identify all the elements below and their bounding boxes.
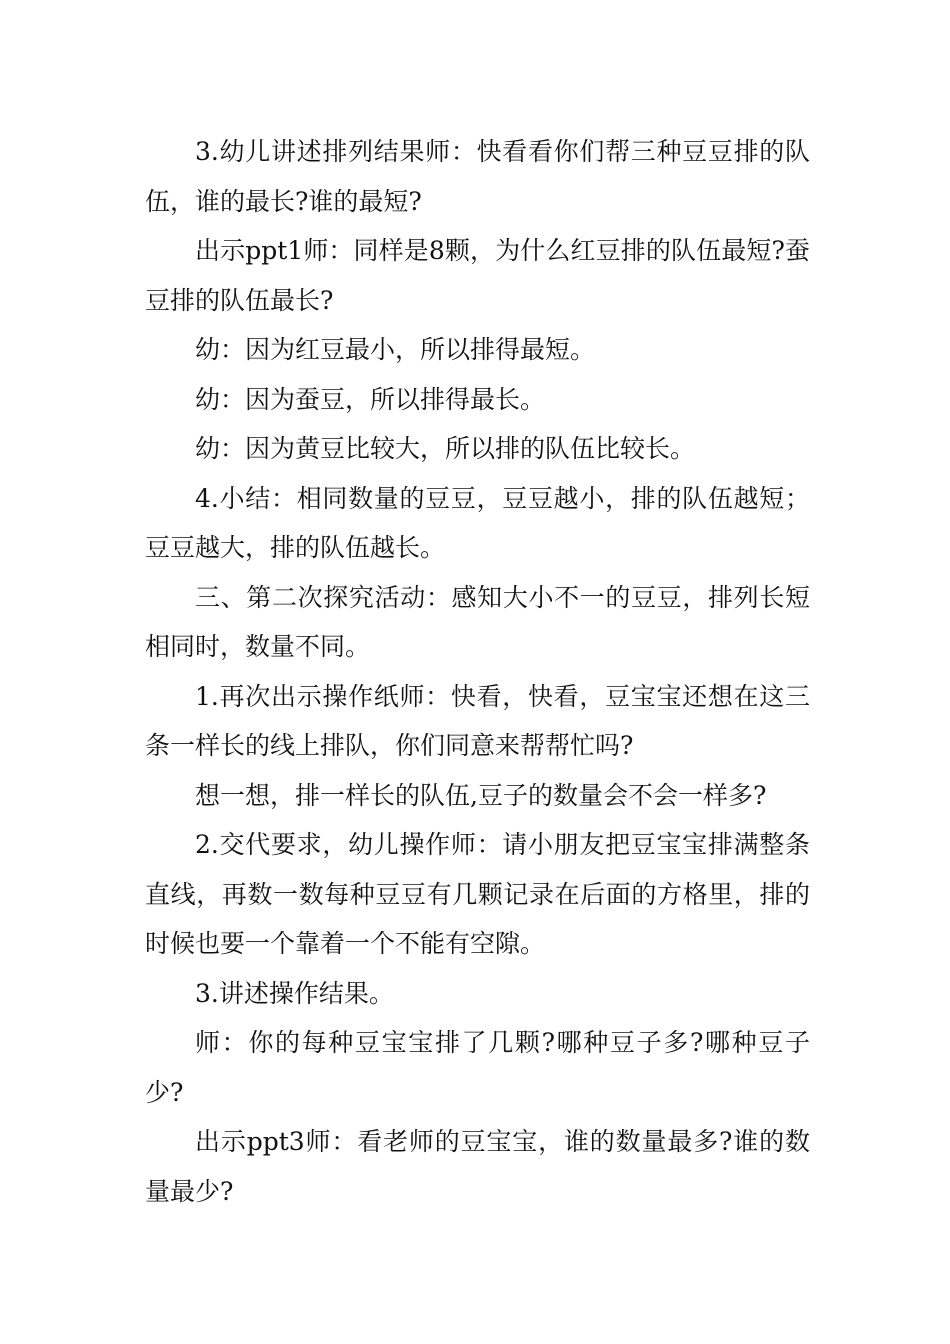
paragraph-1: 3.幼儿讲述排列结果师：快看看你们帮三种豆豆排的队伍，谁的最长?谁的最短? xyxy=(145,137,810,216)
paragraph-10: 2.交代要求，幼儿操作师：请小朋友把豆宝宝排满整条直线，再数一数每种豆豆有几颗记录在后面的方格里，排的时候也要一个靠着一个不能有空隙。 xyxy=(145,830,810,958)
paragraph-4: 幼：因为蚕豆，所以排得最长。 xyxy=(195,384,546,414)
paragraph-5: 幼：因为黄豆比较大，所以排的队伍比较长。 xyxy=(195,434,696,463)
document-body xyxy=(145,127,810,1216)
paragraph-2: 出示ppt1师：同样是8颗，为什么红豆排的队伍最短?蚕豆排的队伍最长? xyxy=(145,236,810,315)
paragraph-3: 幼：因为红豆最小，所以排得最短。 xyxy=(195,335,596,364)
paragraph-11: 3.讲述操作结果。 xyxy=(195,978,394,1008)
paragraph-7: 三、第二次探究活动：感知大小不一的豆豆，排列长短相同时，数量不同。 xyxy=(145,582,810,661)
paragraph-9: 想一想，排一样长的队伍,豆子的数量会不会一样多? xyxy=(195,780,767,810)
paragraph-6: 4.小结：相同数量的豆豆，豆豆越小，排的队伍越短；豆豆越大，排的队伍越长。 xyxy=(145,483,810,562)
paragraph-8: 1.再次出示操作纸师：快看，快看，豆宝宝还想在这三条一样长的线上排队，你们同意来帮帮忙吗? xyxy=(145,681,810,760)
paragraph-13: 出示ppt3师：看老师的豆宝宝，谁的数量最多?谁的数量最少? xyxy=(145,1127,810,1206)
paragraph-12: 师：你的每种豆宝宝排了几颗?哪种豆子多?哪种豆子少? xyxy=(145,1028,810,1107)
